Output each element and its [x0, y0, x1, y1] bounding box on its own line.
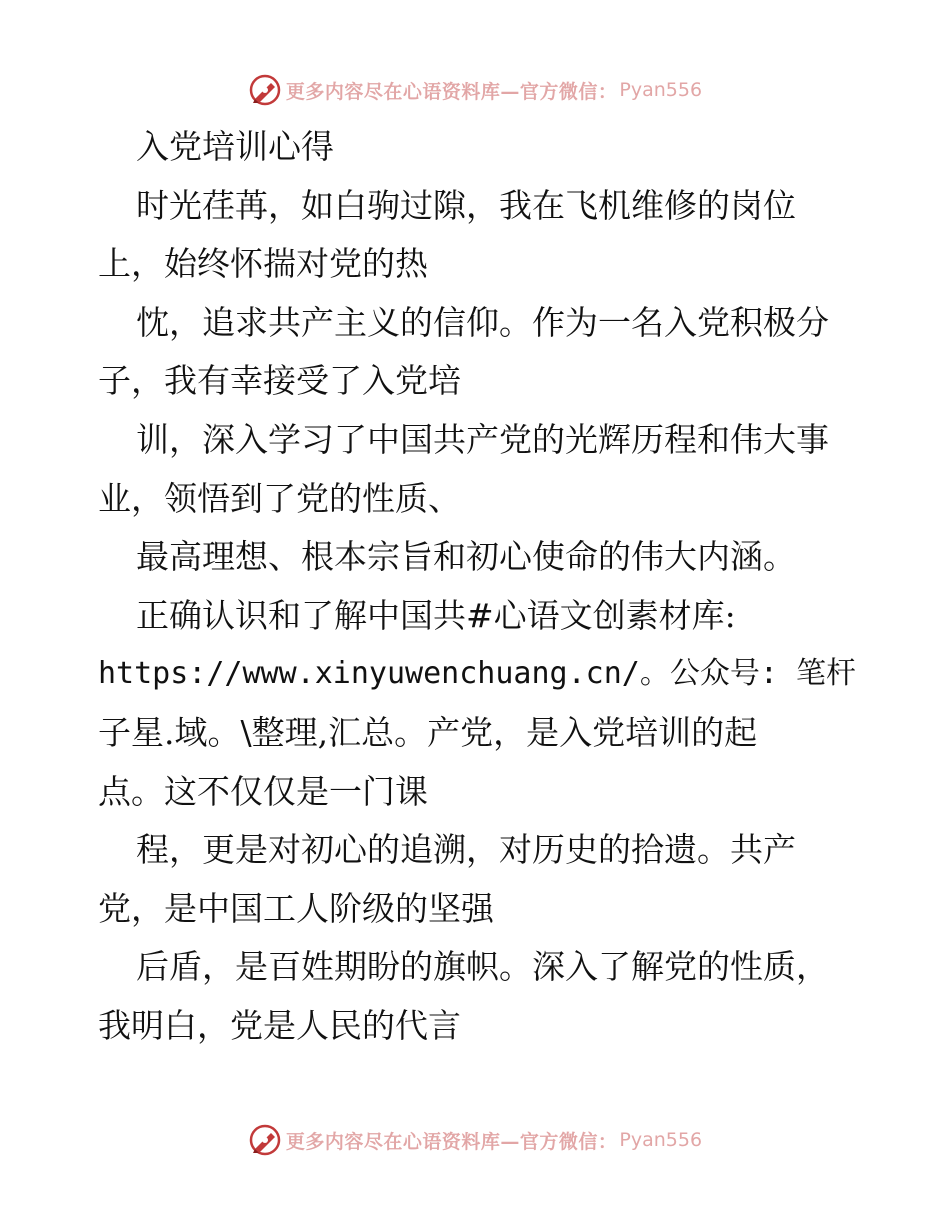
document-body: [98, 118, 858, 1056]
banner-text: 更多内容尽在心语资料库—官方微信：: [285, 80, 618, 103]
footer-watermark-banner: [0, 1118, 950, 1162]
banner-text: 更多内容尽在心语资料库—官方微信：: [285, 1130, 618, 1153]
paragraph-line: 点。这不仅仅是一门课: [98, 771, 428, 811]
banner-handle: Pyan556: [619, 1129, 703, 1151]
header-watermark-banner: [0, 68, 950, 112]
pen-logo-icon: [248, 1123, 282, 1157]
paragraph-line: 训，深入学习了中国共产党的光辉历程和伟大事: [136, 419, 829, 459]
paragraph-line: 上，始终怀揣对党的热: [98, 244, 428, 284]
paragraph-line: 党，是中国工人阶级的坚强: [98, 888, 494, 928]
paragraph-line: 子，我有幸接受了入党培: [98, 361, 461, 401]
paragraph-line: 正确认识和了解中国共#心语文创素材库:: [136, 595, 736, 635]
paragraph-line: 我明白，党是人民的代言: [98, 1005, 461, 1045]
paragraph-line: 最高理想、根本宗旨和初心使命的伟大内涵。: [136, 537, 796, 577]
paragraph-line: 业，领悟到了党的性质、: [98, 478, 461, 518]
paragraph-line: 子星.域。\整理,汇总。产党，是入党培训的起: [98, 712, 758, 752]
pen-logo-icon: [248, 73, 282, 107]
document-title: 入党培训心得: [136, 127, 334, 166]
paragraph-line: 忱，追求共产主义的信仰。作为一名入党积极分: [136, 302, 829, 342]
paragraph-line: 后盾，是百姓期盼的旗帜。深入了解党的性质，: [136, 947, 829, 987]
paragraph-line: 时光荏苒，如白驹过隙，我在飞机维修的岗位: [136, 185, 796, 225]
banner-handle: Pyan556: [619, 79, 703, 101]
paragraph-line-url: https://www.xinyuwenchuang.cn/。公众号: 笔杆: [98, 656, 856, 692]
paragraph-line: 程，更是对初心的追溯，对历史的拾遗。共产: [136, 830, 796, 870]
